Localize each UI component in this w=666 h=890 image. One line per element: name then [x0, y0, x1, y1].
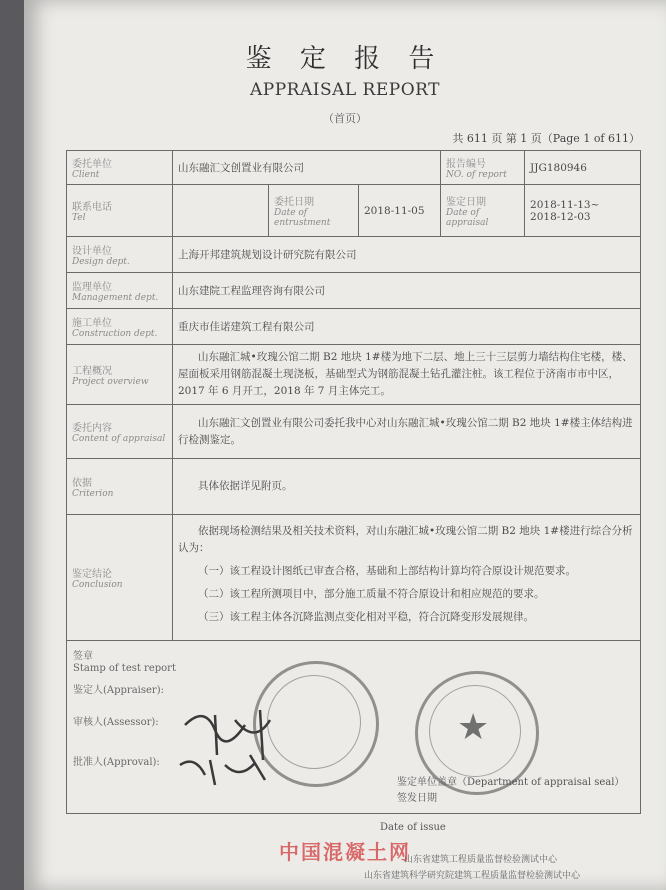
- approval-label: 批准人(Approval):: [73, 757, 160, 768]
- criterion-value: 具体依据详见附页。: [173, 459, 641, 515]
- stamp-cell: [67, 641, 641, 814]
- stamp-label-cn: 签章: [73, 651, 93, 662]
- construction-label: 施工单位 Construction dept.: [67, 309, 173, 345]
- row-stamp: [67, 641, 641, 814]
- title-cn: 鉴 定 报 告: [245, 44, 445, 74]
- conclusion-value: [173, 515, 641, 641]
- overview-value: 山东融汇城•玫瑰公馆二期 B2 地块 1#楼为地下二层、地上三十三层剪力墙结构住宅楼，楼、屋面板采用钢筋混凝土现浇板，基础型式为钢筋混凝土钻孔灌注桩。该工程位于济南市市中区，2017 年 6 月开工，2018 年 7 月主体完工。: [173, 345, 641, 405]
- center-name-1: 山东省建筑工程质量监督检验测试中心: [404, 855, 558, 865]
- client-label: 委托单位 Client: [67, 151, 173, 185]
- row-construction: [67, 309, 641, 345]
- conclusion-item-3: （三）该工程主体各沉降监测点变化相对平稳，符合沉降变形发展规律。: [198, 611, 534, 623]
- report-table: [66, 150, 641, 814]
- inspection-seal-left-inner: [267, 675, 361, 769]
- client-value: 山东融汇文创置业有限公司: [173, 151, 441, 185]
- tel-label: 联系电话 Tel: [67, 185, 173, 237]
- entrust-date-label: 委托日期 Date of entrustment: [269, 185, 359, 237]
- stamp-label-en: Stamp of test report: [73, 663, 176, 674]
- row-design: [67, 237, 641, 273]
- row-overview: [67, 345, 641, 405]
- title-en: APPRAISAL REPORT: [250, 80, 440, 100]
- construction-value: 重庆市佳诺建筑工程有限公司: [173, 309, 641, 345]
- conclusion-item-1: （一）该工程设计图纸已审查合格，基础和上部结构计算均符合原设计规范要求。: [198, 565, 576, 577]
- criterion-label: 依据 Criterion: [67, 459, 173, 515]
- management-label: 监理单位 Management dept.: [67, 273, 173, 309]
- page-count: 共 611 页 第 1 页（Page 1 of 611）: [452, 132, 640, 145]
- seal-star-icon: ★: [457, 707, 490, 748]
- center-name-2: 山东省建筑科学研究院建筑工程质量监督检验测试中心: [364, 871, 581, 881]
- management-value: 山东建院工程监理咨询有限公司: [173, 273, 641, 309]
- overview-label: 工程概况 Project overview: [67, 345, 173, 405]
- content-label: 委托内容 Content of appraisal: [67, 405, 173, 459]
- tel-value: [173, 185, 269, 237]
- conclusion-label: 鉴定结论 Conclusion: [67, 515, 173, 641]
- row-criterion: [67, 459, 641, 515]
- row-conclusion: [67, 515, 641, 641]
- design-label: 设计单位 Design dept.: [67, 237, 173, 273]
- conclusion-item-2: （二）该工程所测项目中，部分施工质量不符合原设计和相应规范的要求。: [198, 588, 545, 600]
- row-tel-dates: [67, 185, 641, 237]
- appraiser-label: 鉴定人(Appraiser):: [73, 685, 164, 696]
- content-value: 山东融汇文创置业有限公司委托我中心对山东融汇城•玫瑰公馆二期 B2 地块 1#楼主体结构进行检测鉴定。: [173, 405, 641, 459]
- first-page-note: （首页）: [323, 112, 367, 125]
- row-management: [67, 273, 641, 309]
- assessor-label: 审核人(Assessor):: [73, 717, 159, 728]
- watermark: 中国混凝土网: [279, 840, 411, 864]
- entrust-date-value: 2018-11-05: [359, 185, 441, 237]
- row-content: [67, 405, 641, 459]
- report-page: [24, 0, 666, 890]
- appraisal-date-label: 鉴定日期 Date of appraisal: [441, 185, 525, 237]
- issue-date-en: Date of issue: [380, 822, 446, 833]
- issue-date-cn: 签发日期: [397, 793, 437, 804]
- report-no-value: JJG180946: [525, 151, 641, 185]
- row-client: [67, 151, 641, 185]
- appraisal-date-value: 2018-11-13~ 2018-12-03: [525, 185, 641, 237]
- dept-seal-label: 鉴定单位盖章（Department of appraisal seal）: [397, 777, 625, 788]
- conclusion-intro: 依据现场检测结果及相关技术资料，对山东融汇城•玫瑰公馆二期 B2 地块 1#楼进行综合分析认为：: [178, 525, 633, 554]
- design-value: 上海开邦建筑规划设计研究院有限公司: [173, 237, 641, 273]
- report-no-label: 报告编号 NO. of report: [441, 151, 525, 185]
